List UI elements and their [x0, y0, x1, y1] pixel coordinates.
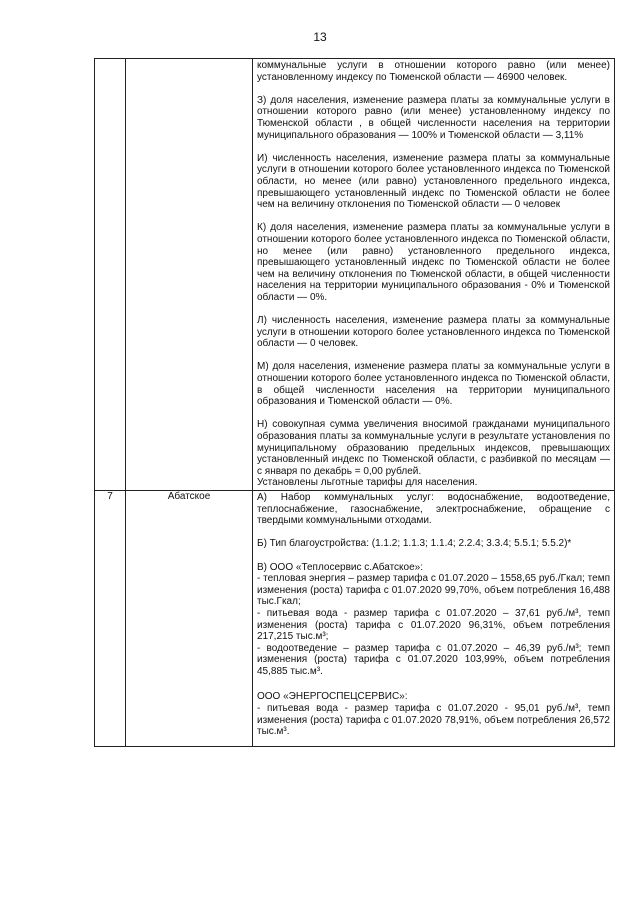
paragraph-m: М) доля населения, изменение размера платы за коммунальные услуги в отношении которого более установленного индекса по Тюменской области, в общей численности населения на территории муниципального образования и Тюменской области — 0%.	[257, 361, 610, 408]
paragraph-i: И) численность населения, изменение размера платы за коммунальные услуги в отношении которого более установленного индекса по Тюменской области, но менее (или равно) установленного предельного индекса, превышающего установленный индекс по Тюменской области не более чем на величину отклонения по Тюменской области — 0 человек	[257, 152, 610, 211]
list-item: - водоотведение – размер тарифа с 01.07.2020 – 46,39 руб./м³; темп изменения (роста) тарифа с 01.07.2020 103,99%, объем потребления 45,885 тыс.м³.	[257, 642, 610, 677]
number-cell-empty	[95, 59, 126, 491]
municipality-name: Абатское	[126, 490, 253, 746]
paragraph-z: З) доля населения, изменение размера платы за коммунальные услуги в отношении которого равно (или менее) установленному индексу по Тюменской области , в общей численности населения на территории муниципального образования — 100% и Тюменской области — 3,11%	[257, 94, 610, 141]
list-item: - питьевая вода - размер тарифа с 01.07.2020 – 37,61 руб./м³, темп изменения (роста) тарифа с 01.07.2020 96,31%, объем потребления 217,215 тыс.м³;	[257, 607, 610, 643]
description-cell	[253, 490, 615, 746]
name-cell-empty	[126, 59, 253, 491]
table-row	[95, 490, 615, 746]
list-item: - питьевая вода - размер тарифа с 01.07.2020 - 95,01 руб./м³, темп изменения (роста) тарифа с 01.07.2020 78,91%, объем потребления 26,572 тыс.м³.	[257, 703, 610, 738]
list-item: - тепловая энергия – размер тарифа с 01.07.2020 – 1558,65 руб./Гкал; темп изменения (роста) тарифа с 01.07.2020 99,70%, объем потребления 16,488 тыс.Гкал;	[257, 573, 610, 608]
paragraph-k: К) доля населения, изменение размера платы за коммунальные услуги в отношении которого более установленного индекса по Тюменской области, но менее (или равно) установленного предельного индекса, превышающего установленный индекс по Тюменской области не более чем на величину отклонения по Тюменской области, в общей численности населения на территории муниципального образования - 0% и Тюменской области — 0%.	[257, 222, 610, 303]
row-number: 7	[95, 490, 126, 746]
paragraph-l: Л) численность населения, изменение размера платы за коммунальные услуги в отношении которого более установленного индекса по Тюменской области — 0 человек.	[257, 315, 610, 350]
paragraph-footer: Установлены льготные тарифы для населения.	[257, 477, 478, 489]
page-number: 13	[313, 30, 327, 44]
paragraph-continued: коммунальные услуги в отношении которого равно (или менее) установленному индексу по Тюменской области — 46900 человек.	[257, 60, 610, 83]
description-cell	[253, 59, 615, 491]
paragraph-v-title: В) ООО «Теплосервис с.Абатское»:	[257, 561, 423, 573]
paragraph-b: Б) Тип благоустройства: (1.1.2; 1.1.3; 1.1.4; 2.2.4; 3.3.4; 5.5.1; 5.5.2)*	[257, 538, 572, 550]
municipal-tariff-table	[94, 58, 615, 747]
paragraph-org2-title: ООО «ЭНЕРГОСПЕЦСЕРВИС»:	[257, 691, 408, 703]
paragraph-a: А) Набор коммунальных услуг: водоснабжение, водоотведение, теплоснабжение, газоснабжение, электроснабжение, обращение с твердыми коммунальными отходами.	[257, 491, 610, 527]
table-row	[95, 59, 615, 491]
paragraph-n: Н) совокупная сумма увеличения вносимой гражданами муниципального образования платы за коммунальные услуги в результате установления по муниципальному образованию предельных индексов, превышающих установленный индекс по Тюменской области, с разбивкой по месяцам — с января по декабрь = 0,00 рублей.	[257, 419, 610, 477]
